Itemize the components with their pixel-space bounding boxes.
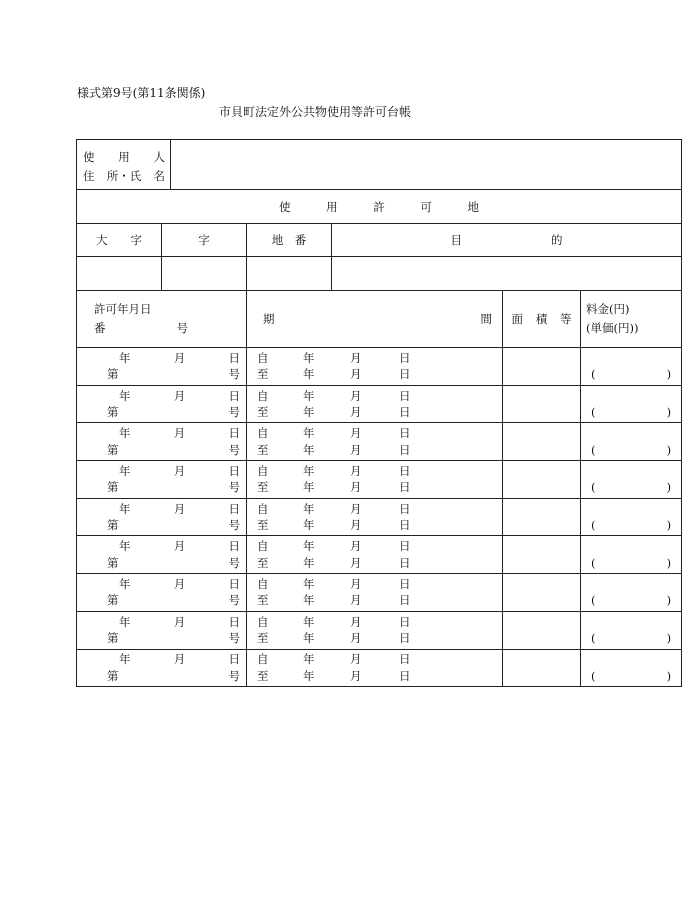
- record-period: 自 年 月 日 至 年 月 日: [247, 574, 503, 612]
- record-row: [77, 498, 682, 536]
- fee-header: 料金(円) (単価(円)): [581, 291, 682, 348]
- record-fee: ( ): [581, 611, 682, 649]
- record-period: 自 年 月 日 至 年 月 日: [247, 649, 503, 687]
- record-date-number: 年 月 日 第 号: [77, 611, 247, 649]
- period-header: 期 間: [247, 291, 503, 348]
- site-header-row: [77, 190, 682, 224]
- applicant-value: [171, 140, 682, 190]
- permit-date-number-header: 許可年月日 番 号: [77, 291, 247, 348]
- oaza-value: [77, 257, 162, 291]
- chiban-value: [247, 257, 332, 291]
- record-date-number: 年 月 日 第 号: [77, 461, 247, 499]
- record-period: 自 年 月 日 至 年 月 日: [247, 348, 503, 386]
- aza-header: 字: [162, 224, 247, 257]
- record-area: [503, 385, 581, 423]
- record-period: 自 年 月 日 至 年 月 日: [247, 385, 503, 423]
- record-period: 自 年 月 日 至 年 月 日: [247, 423, 503, 461]
- form-number: 様式第9号(第11条関係): [77, 86, 206, 100]
- record-row: [77, 385, 682, 423]
- record-fee: ( ): [581, 574, 682, 612]
- record-date-number: 年 月 日 第 号: [77, 498, 247, 536]
- record-fee: ( ): [581, 385, 682, 423]
- record-period: 自 年 月 日 至 年 月 日: [247, 461, 503, 499]
- record-date-number: 年 月 日 第 号: [77, 385, 247, 423]
- purpose-header: 目 的: [332, 224, 682, 257]
- record-date-number: 年 月 日 第 号: [77, 536, 247, 574]
- record-fee: ( ): [581, 423, 682, 461]
- record-row: [77, 611, 682, 649]
- aza-value: [162, 257, 247, 291]
- record-fee: ( ): [581, 461, 682, 499]
- purpose-value: [332, 257, 682, 291]
- applicant-label: 使 用 人 住 所・氏 名: [77, 140, 171, 190]
- record-period: 自 年 月 日 至 年 月 日: [247, 536, 503, 574]
- record-row: [77, 649, 682, 687]
- record-area: [503, 461, 581, 499]
- record-date-number: 年 月 日 第 号: [77, 574, 247, 612]
- record-area: [503, 348, 581, 386]
- permit-header-row: [77, 291, 682, 348]
- record-date-number: 年 月 日 第 号: [77, 649, 247, 687]
- record-row: [77, 536, 682, 574]
- oaza-header: 大 字: [77, 224, 162, 257]
- site-header: 使 用 許 可 地: [77, 190, 682, 224]
- record-area: [503, 498, 581, 536]
- record-row: [77, 461, 682, 499]
- record-period: 自 年 月 日 至 年 月 日: [247, 498, 503, 536]
- record-row: [77, 574, 682, 612]
- record-row: [77, 348, 682, 386]
- chiban-header: 地 番: [247, 224, 332, 257]
- record-date-number: 年 月 日 第 号: [77, 348, 247, 386]
- record-area: [503, 536, 581, 574]
- record-fee: ( ): [581, 649, 682, 687]
- site-values-row: [77, 257, 682, 291]
- record-area: [503, 423, 581, 461]
- record-fee: ( ): [581, 536, 682, 574]
- permit-ledger-table: [76, 139, 682, 687]
- record-area: [503, 611, 581, 649]
- record-fee: ( ): [581, 498, 682, 536]
- form-title: 市貝町法定外公共物使用等許可台帳: [218, 105, 411, 119]
- area-header: 面 積 等: [503, 291, 581, 348]
- record-period: 自 年 月 日 至 年 月 日: [247, 611, 503, 649]
- record-area: [503, 649, 581, 687]
- record-row: [77, 423, 682, 461]
- record-date-number: 年 月 日 第 号: [77, 423, 247, 461]
- site-columns-row: [77, 224, 682, 257]
- record-area: [503, 574, 581, 612]
- applicant-row: [77, 140, 682, 190]
- record-fee: ( ): [581, 348, 682, 386]
